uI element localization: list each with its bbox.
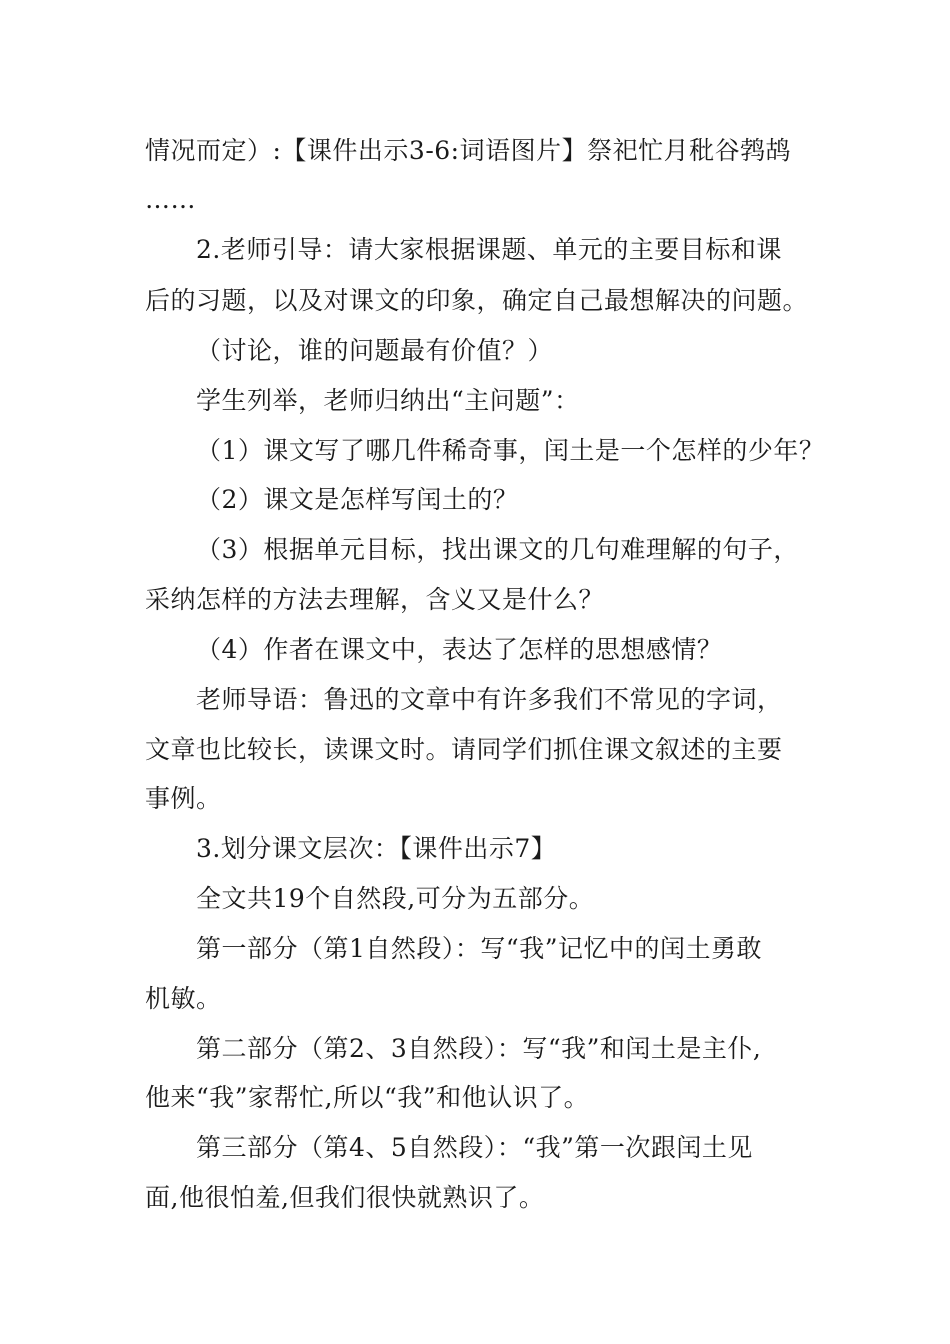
text-line: 情况而定）:【课件出示3-6:词语图片】祭祀忙月秕谷鹁鸪 — [145, 136, 792, 165]
text-line: …… — [145, 185, 196, 214]
text-line: 面,他很怕羞,但我们很快就熟识了。 — [145, 1183, 545, 1212]
text-line: （4）作者在课文中，表达了怎样的思想感情？ — [196, 635, 723, 664]
text-line: 全文共19个自然段,可分为五部分。 — [196, 884, 595, 913]
text-line: 3.划分课文层次：【课件出示7】 — [196, 834, 557, 863]
text-line: 文章也比较长，读课文时。请同学们抓住课文叙述的主要 — [145, 735, 783, 764]
text-line: （3）根据单元目标，找出课文的几句难理解的句子， — [196, 535, 799, 564]
text-line: 机敏。 — [145, 984, 222, 1013]
text-line: 学生列举，老师归纳出“主问题”： — [196, 386, 580, 415]
text-line: （1）课文写了哪几件稀奇事，闰土是一个怎样的少年？ — [196, 436, 825, 465]
text-line: 他来“我”家帮忙,所以“我”和他认识了。 — [145, 1083, 590, 1112]
text-line: 第二部分（第2、3自然段）：写“我”和闰土是主仆, — [196, 1034, 762, 1063]
text-line: 采纳怎样的方法去理解，含义又是什么？ — [145, 585, 605, 614]
text-line: 事例。 — [145, 784, 222, 813]
text-line: 后的习题，以及对课文的印象，确定自己最想解决的问题。 — [145, 286, 809, 315]
text-line: （讨论，谁的问题最有价值？） — [196, 336, 554, 365]
text-line: 第一部分（第1自然段）：写“我”记忆中的闰土勇敢 — [196, 934, 762, 963]
text-line: 第三部分（第4、5自然段）：“我”第一次跟闰土见 — [196, 1133, 753, 1162]
text-line: 老师导语：鲁迅的文章中有许多我们不常见的字词， — [196, 685, 783, 714]
text-line: （2）课文是怎样写闰土的？ — [196, 485, 519, 514]
text-line: 2.老师引导：请大家根据课题、单元的主要目标和课 — [196, 235, 782, 264]
